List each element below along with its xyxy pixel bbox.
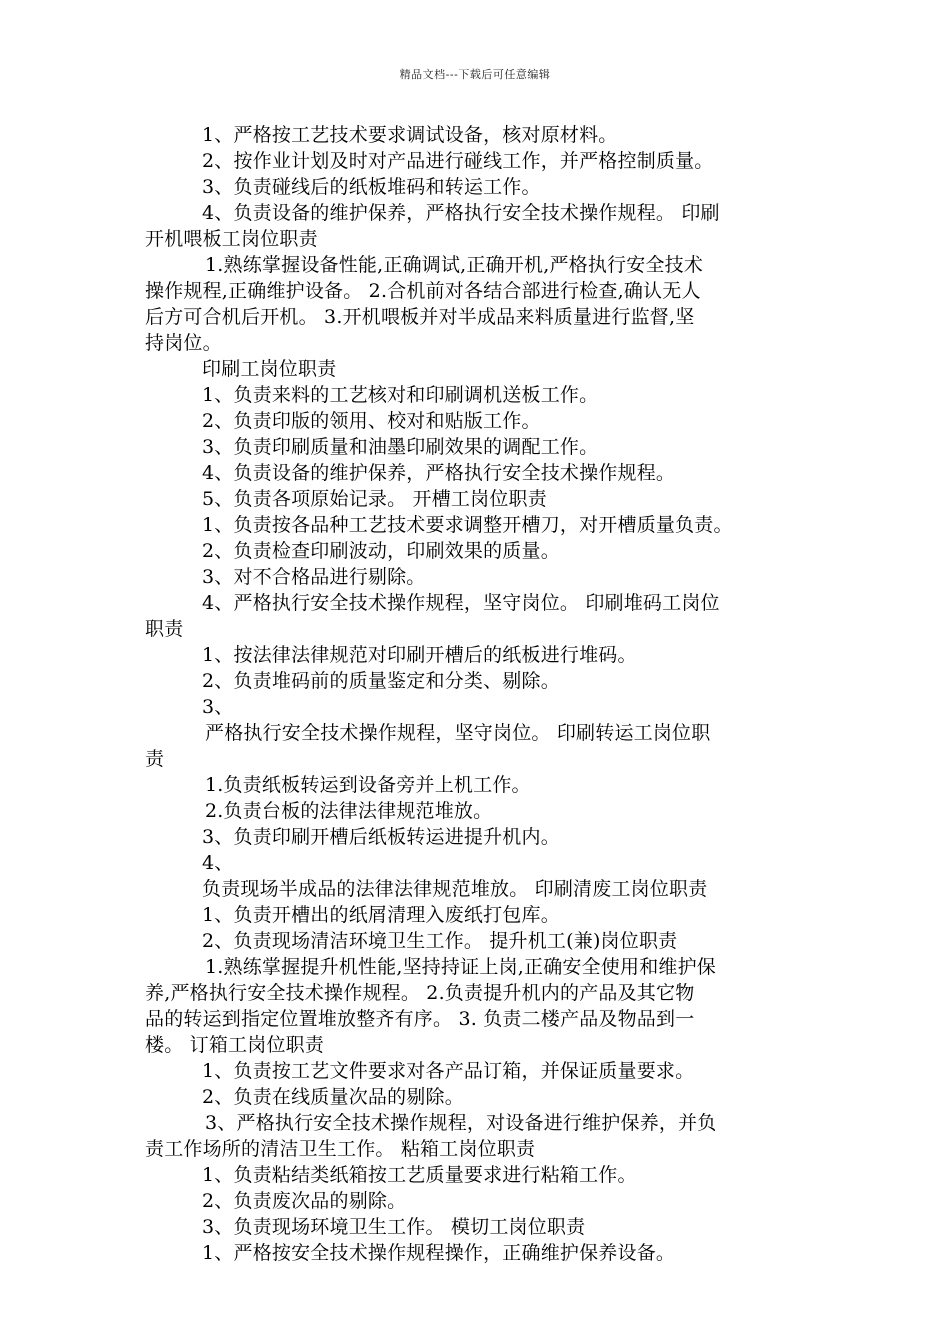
text-line: 1、负责按工艺文件要求对各产品订箱，并保证质量要求。 <box>202 1060 695 1082</box>
text-line: 职责 <box>145 618 184 640</box>
text-line: 2、负责印版的领用、校对和贴版工作。 <box>202 410 541 432</box>
section-heading: 印刷工岗位职责 <box>202 358 337 380</box>
text-line: 3、 <box>202 696 234 718</box>
text-line: 1.熟练掌握设备性能,正确调试,正确开机,严格执行安全技术 <box>205 254 704 276</box>
text-line: 责工作场所的清洁卫生工作。 粘箱工岗位职责 <box>145 1138 536 1160</box>
text-line: 操作规程,正确维护设备。 2.合机前对各结合部进行检查,确认无人 <box>145 280 701 302</box>
text-line: 1、严格按工艺技术要求调试设备，核对原材料。 <box>202 124 618 146</box>
text-line: 养,严格执行安全技术操作规程。 2.负责提升机内的产品及其它物 <box>145 982 695 1004</box>
text-line: 1、负责来料的工艺核对和印刷调机送板工作。 <box>202 384 599 406</box>
text-line: 责 <box>145 748 165 770</box>
text-line: 2、负责废次品的剔除。 <box>202 1190 407 1212</box>
text-line: 楼。 订箱工岗位职责 <box>145 1034 325 1056</box>
text-line: 1.熟练掌握提升机性能,坚持持证上岗,正确安全使用和维护保 <box>205 956 717 978</box>
text-line: 3、对不合格品进行剔除。 <box>202 566 426 588</box>
text-line: 负责现场半成品的法律法律规范堆放。 印刷清废工岗位职责 <box>202 878 708 900</box>
text-line: 2.负责台板的法律法律规范堆放。 <box>205 800 493 822</box>
text-line: 2、负责检查印刷波动，印刷效果的质量。 <box>202 540 560 562</box>
page-header: 精品文档---下载后可任意编辑 <box>399 68 551 81</box>
text-line: 1、按法律法律规范对印刷开槽后的纸板进行堆码。 <box>202 644 637 666</box>
text-line: 5、负责各项原始记录。 开槽工岗位职责 <box>202 488 547 510</box>
text-line: 后方可合机后开机。 3.开机喂板并对半成品来料质量进行监督,坚 <box>145 306 695 328</box>
text-line: 3、负责现场环境卫生工作。 模切工岗位职责 <box>202 1216 586 1238</box>
text-line: 2、负责现场清洁环境卫生工作。 提升机工(兼)岗位职责 <box>202 930 678 952</box>
text-line: 3、严格执行安全技术操作规程，对设备进行维护保养，并负 <box>205 1112 717 1134</box>
text-line: 4、严格执行安全技术操作规程，坚守岗位。 印刷堆码工岗位 <box>202 592 720 614</box>
text-line: 持岗位。 <box>145 332 222 354</box>
text-line: 3、负责碰线后的纸板堆码和转运工作。 <box>202 176 541 198</box>
text-line: 严格执行安全技术操作规程，坚守岗位。 印刷转运工岗位职 <box>205 722 711 744</box>
text-line: 3、负责印刷质量和油墨印刷效果的调配工作。 <box>202 436 599 458</box>
text-line: 4、负责设备的维护保养，严格执行安全技术操作规程。 <box>202 462 676 484</box>
text-line: 开机喂板工岗位职责 <box>145 228 318 250</box>
text-line: 1.负责纸板转运到设备旁并上机工作。 <box>205 774 531 796</box>
text-line: 1、负责按各品种工艺技术要求调整开槽刀，对开槽质量负责。 <box>202 514 733 536</box>
text-line: 2、按作业计划及时对产品进行碰线工作，并严格控制质量。 <box>202 150 714 172</box>
text-line: 4、 <box>202 852 234 874</box>
text-line: 2、负责堆码前的质量鉴定和分类、剔除。 <box>202 670 560 692</box>
text-line: 4、负责设备的维护保养，严格执行安全技术操作规程。 印刷 <box>202 202 720 224</box>
text-line: 1、负责粘结类纸箱按工艺质量要求进行粘箱工作。 <box>202 1164 637 1186</box>
text-line: 2、负责在线质量次品的剔除。 <box>202 1086 464 1108</box>
text-line: 3、负责印刷开槽后纸板转运进提升机内。 <box>202 826 560 848</box>
text-line: 1、严格按安全技术操作规程操作，正确维护保养设备。 <box>202 1242 676 1264</box>
text-line: 品的转运到指定位置堆放整齐有序。 3. 负责二楼产品及物品到一 <box>145 1008 695 1030</box>
text-line: 1、负责开槽出的纸屑清理入废纸打包库。 <box>202 904 560 926</box>
